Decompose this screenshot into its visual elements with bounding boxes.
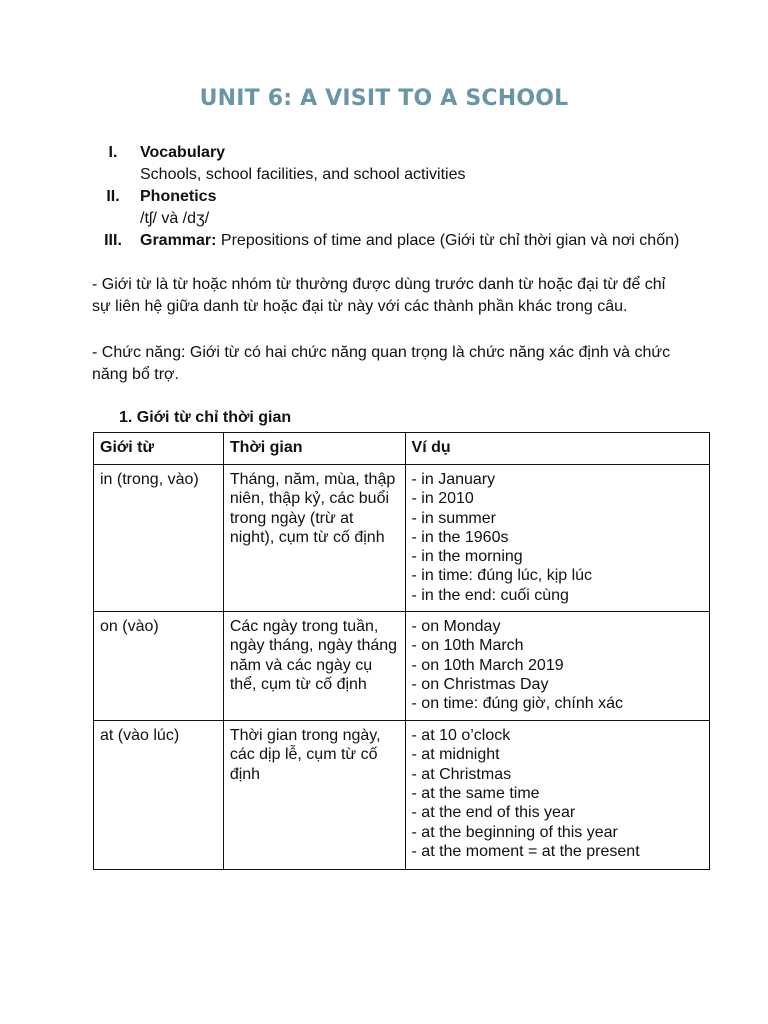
section-heading: Vocabulary <box>140 144 226 161</box>
example-line: - in summer <box>411 509 496 527</box>
table-header-row <box>94 433 710 465</box>
example-line: - in the end: cuối cùng <box>411 586 569 604</box>
example-line: - in 2010 <box>411 490 474 508</box>
example-line: - at Christmas <box>411 765 512 783</box>
examples-cell <box>405 612 709 721</box>
example-line: - in time: đúng lúc, kịp lúc <box>411 567 593 585</box>
example-line: - at the beginning of this year <box>411 823 618 841</box>
example-line: - in the 1960s <box>411 528 509 546</box>
preposition-cell: in (trong, vào) <box>94 465 224 612</box>
function-paragraph: - Chức năng: Giới từ có hai chức năng quan trọng là chức năng xác định và chức năng bổ trợ. <box>92 344 671 383</box>
example-line: - on Christmas Day <box>411 675 549 693</box>
section-phonetics <box>86 186 686 230</box>
table-heading: 1. Giới từ chỉ thời gian <box>119 409 292 426</box>
examples-cell <box>405 721 709 870</box>
example-line: - in the morning <box>411 548 523 566</box>
section-number: II. <box>106 188 120 205</box>
section-subtext: Schools, school facilities, and school activities <box>140 166 466 183</box>
time-cell: Thời gian trong ngày, các dịp lễ, cụm từ cố định <box>223 721 405 870</box>
column-header: Ví dụ <box>405 433 709 465</box>
table-row <box>94 465 710 612</box>
definition-paragraph: - Giới từ là từ hoặc nhóm từ thường được dùng trước danh từ hoặc đại từ để chỉ sự liên hệ giữa danh từ hoặc đại từ này với các thành phần khác trong câu. <box>92 276 666 315</box>
section-text: Prepositions of time and place (Giới từ chỉ thời gian và nơi chốn) <box>216 232 680 249</box>
section-grammar <box>86 230 686 252</box>
section-vocabulary <box>86 142 686 186</box>
section-list <box>86 142 686 252</box>
example-line: - at midnight <box>411 746 500 764</box>
section-heading: Phonetics <box>140 188 217 205</box>
example-line: - at the moment = at the present <box>411 842 640 860</box>
example-line: - in January <box>411 471 496 488</box>
example-line: - at the end of this year <box>411 804 576 822</box>
preposition-cell: on (vào) <box>94 612 224 721</box>
page-title: UNIT 6: A VISIT TO A SCHOOL <box>199 86 569 111</box>
example-line: - on Monday <box>411 618 501 636</box>
table-row <box>94 721 710 870</box>
example-line: - on 10th March <box>411 637 524 655</box>
section-heading: Grammar: <box>140 232 217 249</box>
example-line: - on 10th March 2019 <box>411 656 564 674</box>
section-number: I. <box>108 144 118 161</box>
table-row <box>94 612 710 721</box>
example-line: - on time: đúng giờ, chính xác <box>411 695 624 713</box>
example-line: - at 10 o’clock <box>411 727 511 745</box>
column-header: Thời gian <box>223 433 405 465</box>
time-cell: Tháng, năm, mùa, thập niên, thập kỷ, các buổi trong ngày (trừ at night), cụm từ cố định <box>223 465 405 612</box>
section-subtext: /tʃ/ và /dʒ/ <box>140 210 210 227</box>
section-number: III. <box>104 232 122 249</box>
example-line: - at the same time <box>411 784 540 802</box>
column-header: Giới từ <box>94 433 224 465</box>
preposition-cell: at (vào lúc) <box>94 721 224 870</box>
examples-cell <box>405 465 709 612</box>
prepositions-of-time-table <box>93 432 710 870</box>
time-cell: Các ngày trong tuần, ngày tháng, ngày tháng năm và các ngày cụ thể, cụm từ cố định <box>223 612 405 721</box>
